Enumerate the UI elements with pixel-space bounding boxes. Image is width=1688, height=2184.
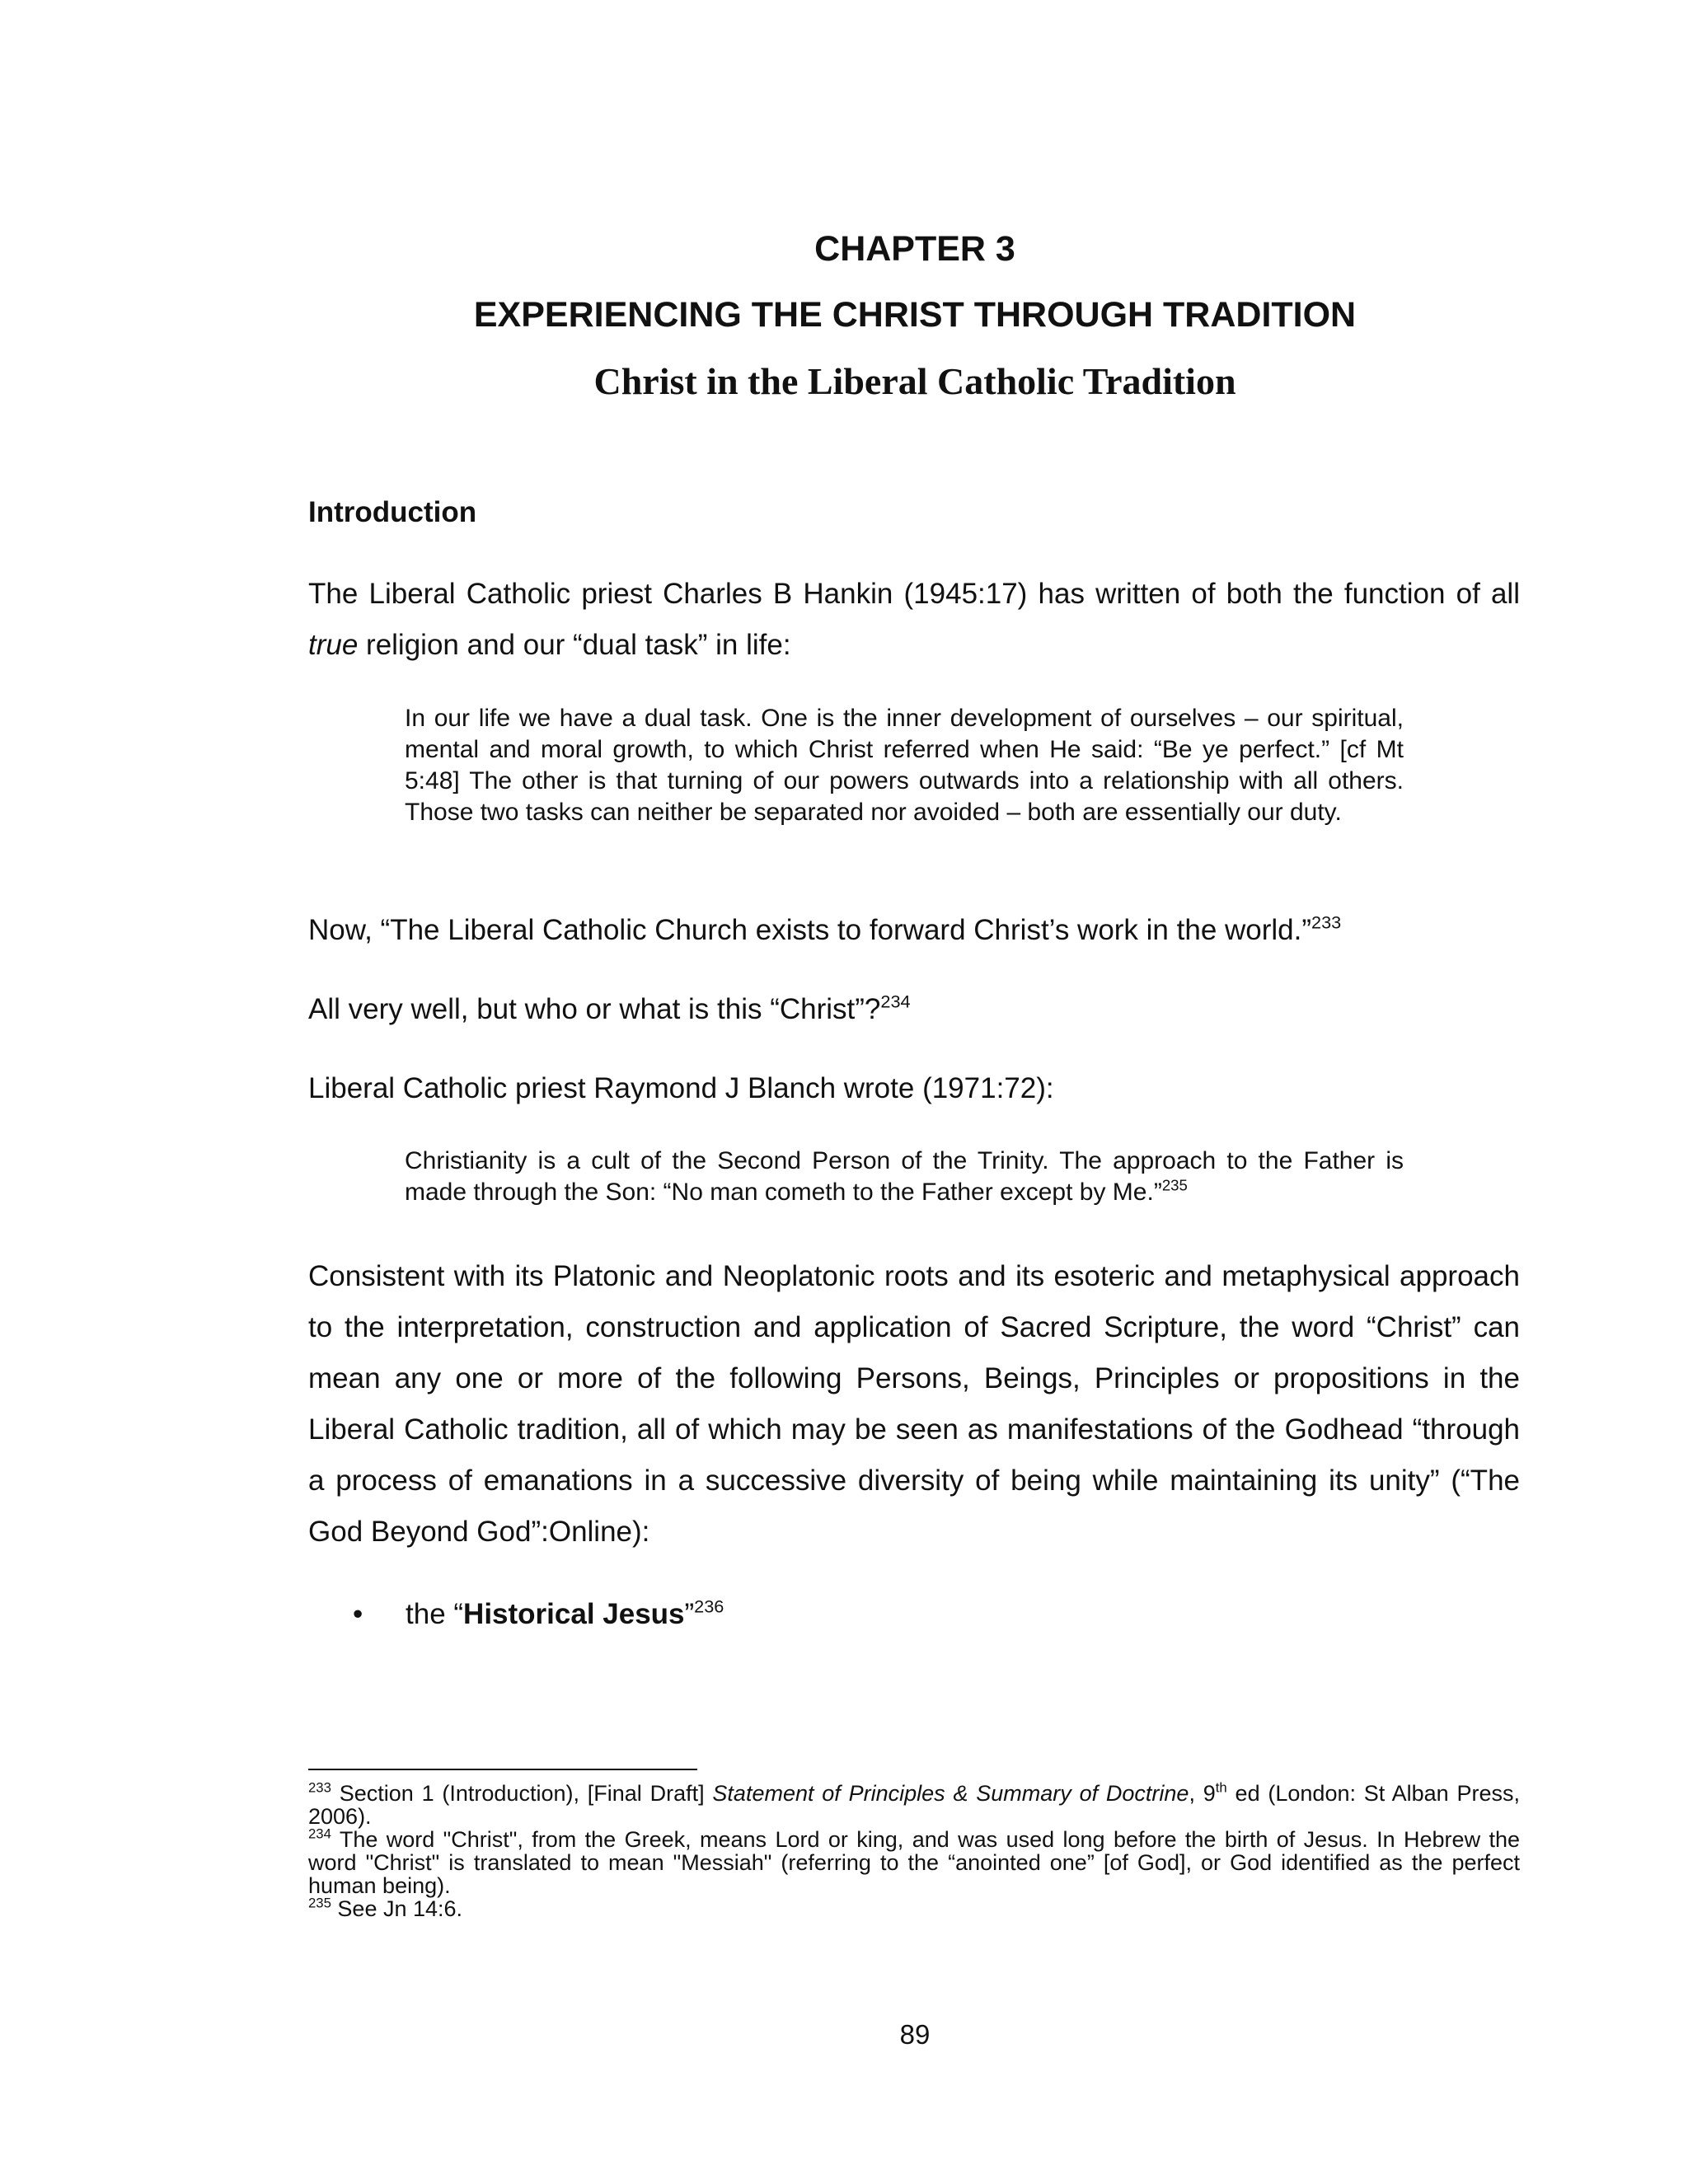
list-item <box>353 1589 724 1640</box>
footnote-233 <box>308 1779 1520 1829</box>
footnote-text: See Jn 14:6. <box>331 1896 463 1921</box>
paragraph-text: The Liberal Catholic priest Charles B Hankin (1945:17) has written of both the function of all <box>308 578 1520 610</box>
footnote-ref: 235 <box>1161 1176 1188 1194</box>
italic-word: true <box>308 629 359 661</box>
footnote-text: ed (London: St Alban Press, 2006). <box>308 1781 1520 1829</box>
list-item-text: ” <box>684 1598 695 1630</box>
footnote-text: The word "Christ", from the Greek, means Lord or king, and was used long before the birth of Jesus. In Hebrew the word "Christ" is translated to mean "Messiah" (referring to the “anointed one” [of God], or God identified as the perfect human being). <box>308 1827 1520 1898</box>
footnote-text: , 9 <box>1189 1781 1216 1806</box>
paragraph-who-is-christ <box>308 984 911 1035</box>
paragraph-text: religion and our “dual task” in life: <box>358 629 791 661</box>
section-heading-introduction: Introduction <box>308 496 477 528</box>
quote-text: Christianity is a cult of the Second Person of the Trinity. The approach to the Father is made through the Son: “No man cometh to the Father except by Me.” <box>405 1147 1404 1206</box>
footnote-number: 235 <box>308 1895 331 1911</box>
footnote-divider <box>308 1769 697 1770</box>
chapter-number: CHAPTER 3 <box>814 229 1015 269</box>
chapter-subtitle: Christ in the Liberal Catholic Tradition <box>593 360 1236 402</box>
page-number: 89 <box>899 2019 931 2050</box>
footnote-ref: 234 <box>880 991 911 1012</box>
bullet-icon: • <box>353 1598 363 1630</box>
footnote-italic-title: Statement of Principles & Summary of Doctrine <box>712 1781 1189 1806</box>
footnote-number: 234 <box>308 1825 331 1842</box>
footnote-234 <box>308 1825 1520 1898</box>
footnote-ref: 236 <box>694 1596 724 1617</box>
block-quote-blanch <box>405 1146 1404 1208</box>
paragraph-church-purpose <box>308 905 1341 956</box>
list-item-text: the “ <box>406 1598 464 1630</box>
list-item-bold: Historical Jesus <box>463 1598 685 1630</box>
paragraph-text: All very well, but who or what is this “Christ”? <box>308 993 881 1025</box>
footnote-235 <box>308 1897 1520 1920</box>
footnote-text: Section 1 (Introduction), [Final Draft] <box>331 1781 713 1806</box>
footnote-number: 233 <box>308 1779 331 1796</box>
paragraph-blanch-intro: Liberal Catholic priest Raymond J Blanch wrote (1971:72): <box>308 1072 1054 1104</box>
block-quote-hankin: In our life we have a dual task. One is the inner development of ourselves – our spiritual, mental and moral growth, to which Christ referred when He said: “Be ye perfect.” [cf Mt 5:48] The other is that turning of our powers outwards into a relationship with all others. Those two tasks can neither be separated nor avoided – both are essentially our duty. <box>405 705 1404 826</box>
paragraph-meanings-of-christ: Consistent with its Platonic and Neoplatonic roots and its esoteric and metaphysical approach to the interpretation, construction and application of Sacred Scripture, the word “Christ” can mean any one or more of the following Persons, Beings, Principles or propositions in the Liberal Catholic tradition, all of which may be seen as manifestations of the Godhead “through a process of emanations in a successive diversity of being while maintaining its unity” (“The God Beyond God”:Online): <box>308 1260 1520 1548</box>
footnotes <box>308 1779 1520 1921</box>
chapter-title: EXPERIENCING THE CHRIST THROUGH TRADITION <box>473 295 1357 335</box>
paragraph-text: Now, “The Liberal Catholic Church exists to forward Christ’s work in the world.” <box>308 914 1312 946</box>
paragraph-hankin <box>308 569 1520 671</box>
ordinal-suffix: th <box>1215 1779 1227 1796</box>
footnote-ref: 233 <box>1311 912 1342 933</box>
